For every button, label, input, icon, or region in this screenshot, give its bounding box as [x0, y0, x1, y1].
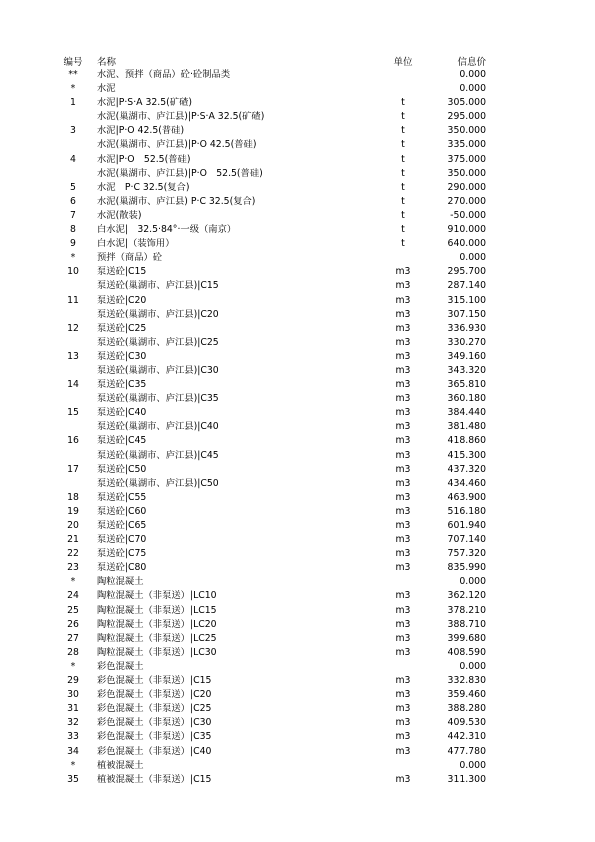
row-unit: m3 — [395, 421, 411, 433]
table-row — [0, 533, 595, 547]
row-name: 泵送砼(巢湖市、庐江县)|C25 — [97, 336, 219, 348]
row-unit: m3 — [395, 393, 411, 405]
row-number: 12 — [67, 322, 79, 334]
row-price: 295.000 — [447, 111, 486, 123]
row-price: 378.210 — [447, 604, 486, 616]
row-number: * — [70, 83, 76, 95]
row-price: 0.000 — [459, 759, 486, 771]
row-price: 437.320 — [447, 463, 486, 475]
row-unit: m3 — [395, 520, 411, 531]
table-row — [0, 350, 595, 364]
row-name: 水泥|P·O 52.5(普硅) — [97, 153, 191, 165]
row-number: 20 — [67, 520, 79, 531]
row-unit: t — [401, 238, 405, 250]
row-price: 418.860 — [447, 435, 486, 447]
row-unit: m3 — [395, 266, 411, 278]
row-price: 0.000 — [459, 660, 486, 672]
row-unit: m3 — [395, 308, 411, 320]
row-price: 707.140 — [447, 534, 486, 546]
table-row — [0, 336, 595, 350]
row-unit: m3 — [395, 407, 411, 419]
row-unit: m3 — [395, 675, 411, 687]
row-name: 植被混凝土（非泵送）|C15 — [97, 773, 212, 785]
table-row — [0, 449, 595, 463]
row-price: 290.000 — [447, 181, 486, 193]
row-number: 33 — [67, 731, 79, 743]
row-name: 泵送砼|C60 — [97, 505, 147, 517]
row-number: 35 — [67, 773, 79, 785]
row-unit: m3 — [395, 336, 411, 348]
row-price: 408.590 — [447, 646, 486, 658]
row-number: 32 — [67, 717, 79, 729]
row-name: 预拌（商品）砼 — [97, 252, 163, 264]
row-name: 水泥(巢湖市、庐江县) P·C 32.5(复合) — [97, 195, 256, 207]
row-name: 泵送砼|C50 — [97, 463, 147, 475]
row-number: * — [70, 660, 76, 672]
row-price: 375.000 — [447, 153, 486, 165]
row-price: 477.780 — [447, 745, 486, 757]
row-name: 水泥|P·S·A 32.5(矿碴) — [97, 97, 193, 109]
row-price: 350.000 — [447, 167, 486, 179]
row-price: 388.710 — [447, 618, 486, 630]
row-unit: m3 — [395, 449, 411, 461]
row-name: 泵送砼|C15 — [97, 266, 147, 278]
table-row — [0, 308, 595, 322]
row-name: 泵送砼|C80 — [97, 562, 147, 574]
row-number: 6 — [70, 195, 76, 207]
row-unit: t — [401, 139, 405, 151]
row-name: 水泥(巢湖市、庐江县)|P·S·A 32.5(矿碴) — [97, 111, 265, 123]
row-price: 311.300 — [447, 773, 486, 785]
row-unit: m3 — [395, 689, 411, 701]
row-name: 泵送砼(巢湖市、庐江县)|C20 — [97, 308, 219, 320]
row-number: 4 — [70, 153, 76, 165]
row-price: 287.140 — [447, 280, 486, 292]
table-row — [0, 406, 595, 420]
row-unit: m3 — [395, 632, 411, 644]
table-row — [0, 96, 595, 110]
row-name: 陶粒混凝土 — [97, 576, 144, 588]
row-unit: m3 — [395, 435, 411, 447]
row-unit: m3 — [395, 717, 411, 729]
row-price: 399.680 — [447, 632, 486, 644]
row-name: 泵送砼(巢湖市、庐江县)|C40 — [97, 421, 219, 433]
table-row — [0, 110, 595, 124]
row-unit: m3 — [395, 280, 411, 292]
row-name: 白水泥|（装饰用） — [97, 238, 175, 250]
row-number: 8 — [70, 224, 76, 236]
row-unit: m3 — [395, 322, 411, 334]
row-unit: t — [401, 224, 405, 236]
row-number: 25 — [67, 604, 79, 616]
row-unit: m3 — [395, 590, 411, 602]
row-name: 彩色混凝土（非泵送）|C30 — [97, 717, 212, 729]
row-number: 24 — [67, 590, 79, 602]
row-price: 335.000 — [447, 139, 486, 151]
row-unit: m3 — [395, 646, 411, 658]
table-row — [0, 547, 595, 561]
table-row — [0, 294, 595, 308]
row-price: 350.000 — [447, 125, 486, 137]
row-name: 彩色混凝土（非泵送）|C40 — [97, 745, 212, 757]
table-row — [0, 632, 595, 646]
table-row — [0, 392, 595, 406]
row-name: 水泥(巢湖市、庐江县)|P·O 42.5(普硅) — [97, 139, 257, 151]
table-row — [0, 463, 595, 477]
row-price: 362.120 — [447, 590, 486, 602]
row-unit: m3 — [395, 491, 411, 503]
header-number: 编号 — [63, 57, 83, 68]
row-price: 384.440 — [447, 407, 486, 419]
table-row — [0, 378, 595, 392]
row-price: 295.700 — [447, 266, 486, 278]
row-name: 彩色混凝土（非泵送）|C20 — [97, 689, 212, 701]
row-number: 18 — [67, 491, 79, 503]
header-name: 名称 — [97, 57, 117, 68]
row-number: 16 — [67, 435, 79, 447]
row-unit: m3 — [395, 703, 411, 715]
row-name: 彩色混凝土（非泵送）|C25 — [97, 703, 212, 715]
row-price: 516.180 — [447, 505, 486, 517]
table-row — [0, 279, 595, 293]
row-unit: m3 — [395, 618, 411, 630]
row-unit: t — [401, 125, 405, 137]
row-number: 31 — [67, 703, 79, 715]
row-number: ** — [68, 69, 78, 80]
row-name: 泵送砼|C30 — [97, 350, 147, 362]
row-unit: t — [401, 209, 405, 221]
row-name: 泵送砼|C45 — [97, 435, 147, 447]
row-unit: m3 — [395, 350, 411, 362]
row-price: 305.000 — [447, 97, 486, 109]
table-row — [0, 251, 595, 265]
row-number: 22 — [67, 548, 79, 560]
table-row — [0, 420, 595, 434]
table-row — [0, 505, 595, 519]
row-price: 601.940 — [447, 520, 486, 531]
row-name: 泵送砼(巢湖市、庐江县)|C15 — [97, 280, 219, 292]
row-number: 27 — [67, 632, 79, 644]
table-row — [0, 265, 595, 279]
table-row — [0, 68, 595, 82]
row-price: 0.000 — [459, 576, 486, 588]
row-name: 泵送砼|C75 — [97, 548, 147, 560]
row-name: 彩色混凝土 — [97, 660, 144, 672]
row-name: 彩色混凝土（非泵送）|C35 — [97, 731, 212, 743]
row-price: 359.460 — [447, 689, 486, 701]
table-header — [0, 54, 595, 68]
table-row — [0, 167, 595, 181]
row-price: -50.000 — [450, 209, 486, 221]
table-row — [0, 730, 595, 744]
row-number: 28 — [67, 646, 79, 658]
row-price: 332.830 — [447, 675, 486, 687]
row-name: 陶粒混凝土（非泵送）|LC25 — [97, 632, 217, 644]
row-price: 0.000 — [459, 252, 486, 264]
row-number: 23 — [67, 562, 79, 574]
row-unit: m3 — [395, 731, 411, 743]
table-row — [0, 124, 595, 138]
price-table-body — [0, 68, 595, 787]
table-row — [0, 716, 595, 730]
row-unit: m3 — [395, 477, 411, 489]
row-price: 336.930 — [447, 322, 486, 334]
row-price: 381.480 — [447, 421, 486, 433]
table-row — [0, 322, 595, 336]
row-name: 植被混凝土 — [97, 759, 144, 771]
row-name: 水泥(散装) — [97, 209, 142, 221]
row-unit: t — [401, 153, 405, 165]
row-price: 434.460 — [447, 477, 486, 489]
row-name: 泵送砼(巢湖市、庐江县)|C50 — [97, 477, 219, 489]
row-name: 泵送砼|C40 — [97, 407, 147, 419]
row-unit: m3 — [395, 364, 411, 376]
row-number: * — [70, 759, 76, 771]
row-name: 水泥 P·C 32.5(复合) — [97, 181, 190, 193]
row-name: 水泥|P·O 42.5(普硅) — [97, 125, 185, 137]
row-unit: t — [401, 195, 405, 207]
table-row — [0, 519, 595, 533]
row-unit: m3 — [395, 548, 411, 560]
table-row — [0, 674, 595, 688]
table-row — [0, 195, 595, 209]
row-price: 409.530 — [447, 717, 486, 729]
row-price: 330.270 — [447, 336, 486, 348]
row-number: 19 — [67, 505, 79, 517]
table-row — [0, 759, 595, 773]
row-name: 水泥、预拌（商品）砼·砼制品类 — [97, 69, 231, 80]
table-row — [0, 223, 595, 237]
table-row — [0, 364, 595, 378]
row-price: 0.000 — [459, 69, 486, 80]
row-name: 白水泥| 32.5·84°·一级（南京） — [97, 224, 237, 236]
row-price: 463.900 — [447, 491, 486, 503]
row-unit: t — [401, 97, 405, 109]
row-price: 360.180 — [447, 393, 486, 405]
row-number: 7 — [70, 209, 76, 221]
row-name: 泵送砼(巢湖市、庐江县)|C45 — [97, 449, 219, 461]
table-row — [0, 477, 595, 491]
row-number: 10 — [67, 266, 79, 278]
row-price: 757.320 — [447, 548, 486, 560]
table-row — [0, 745, 595, 759]
table-row — [0, 181, 595, 195]
row-price: 442.310 — [447, 731, 486, 743]
row-name: 泵送砼|C70 — [97, 534, 147, 546]
table-row — [0, 575, 595, 589]
table-row — [0, 82, 595, 96]
row-price: 835.990 — [447, 562, 486, 574]
row-number: 11 — [67, 294, 79, 306]
row-name: 泵送砼|C65 — [97, 520, 147, 531]
row-number: 34 — [67, 745, 79, 757]
header-unit: 单位 — [393, 57, 413, 68]
table-row — [0, 589, 595, 603]
row-name: 泵送砼(巢湖市、庐江县)|C30 — [97, 364, 219, 376]
row-price: 415.300 — [447, 449, 486, 461]
row-name: 陶粒混凝土（非泵送）|LC30 — [97, 646, 217, 658]
row-unit: m3 — [395, 604, 411, 616]
row-number: 17 — [67, 463, 79, 475]
row-unit: m3 — [395, 294, 411, 306]
table-row — [0, 434, 595, 448]
table-row — [0, 773, 595, 787]
row-price: 388.280 — [447, 703, 486, 715]
row-unit: t — [401, 111, 405, 123]
row-unit: m3 — [395, 505, 411, 517]
table-row — [0, 209, 595, 223]
row-unit: m3 — [395, 745, 411, 757]
row-price: 343.320 — [447, 364, 486, 376]
row-unit: m3 — [395, 562, 411, 574]
row-unit: t — [401, 181, 405, 193]
table-row — [0, 153, 595, 167]
table-row — [0, 561, 595, 575]
row-unit: m3 — [395, 463, 411, 475]
row-price: 0.000 — [459, 83, 486, 95]
row-price: 910.000 — [447, 224, 486, 236]
row-price: 640.000 — [447, 238, 486, 250]
row-number: 9 — [70, 238, 76, 250]
row-number: 13 — [67, 350, 79, 362]
row-number: 15 — [67, 407, 79, 419]
row-number: 30 — [67, 689, 79, 701]
row-number: 1 — [70, 97, 76, 109]
row-number: 26 — [67, 618, 79, 630]
row-name: 陶粒混凝土（非泵送）|LC20 — [97, 618, 217, 630]
table-row — [0, 688, 595, 702]
header-price: 信息价 — [457, 57, 486, 68]
row-number: 14 — [67, 379, 79, 391]
row-name: 泵送砼|C55 — [97, 491, 147, 503]
row-name: 水泥 — [97, 83, 116, 95]
row-unit: t — [401, 167, 405, 179]
row-name: 泵送砼|C35 — [97, 379, 147, 391]
table-row — [0, 491, 595, 505]
row-name: 水泥(巢湖市、庐江县)|P·O 52.5(普硅) — [97, 167, 263, 179]
row-number: * — [70, 252, 76, 264]
row-name: 陶粒混凝土（非泵送）|LC15 — [97, 604, 217, 616]
row-number: * — [70, 576, 76, 588]
row-price: 349.160 — [447, 350, 486, 362]
row-price: 307.150 — [447, 308, 486, 320]
row-unit: m3 — [395, 773, 411, 785]
table-row — [0, 660, 595, 674]
table-row — [0, 702, 595, 716]
row-price: 365.810 — [447, 379, 486, 391]
row-unit: m3 — [395, 534, 411, 546]
row-unit: m3 — [395, 379, 411, 391]
row-number: 5 — [70, 181, 76, 193]
row-name: 泵送砼|C25 — [97, 322, 147, 334]
table-row — [0, 237, 595, 251]
row-number: 29 — [67, 675, 79, 687]
row-name: 泵送砼(巢湖市、庐江县)|C35 — [97, 393, 219, 405]
row-name: 陶粒混凝土（非泵送）|LC10 — [97, 590, 217, 602]
table-row — [0, 604, 595, 618]
row-name: 彩色混凝土（非泵送）|C15 — [97, 675, 212, 687]
row-number: 21 — [67, 534, 79, 546]
table-row — [0, 646, 595, 660]
row-price: 315.100 — [447, 294, 486, 306]
table-row — [0, 618, 595, 632]
row-name: 泵送砼|C20 — [97, 294, 147, 306]
table-row — [0, 138, 595, 152]
row-number: 3 — [70, 125, 76, 137]
row-price: 270.000 — [447, 195, 486, 207]
